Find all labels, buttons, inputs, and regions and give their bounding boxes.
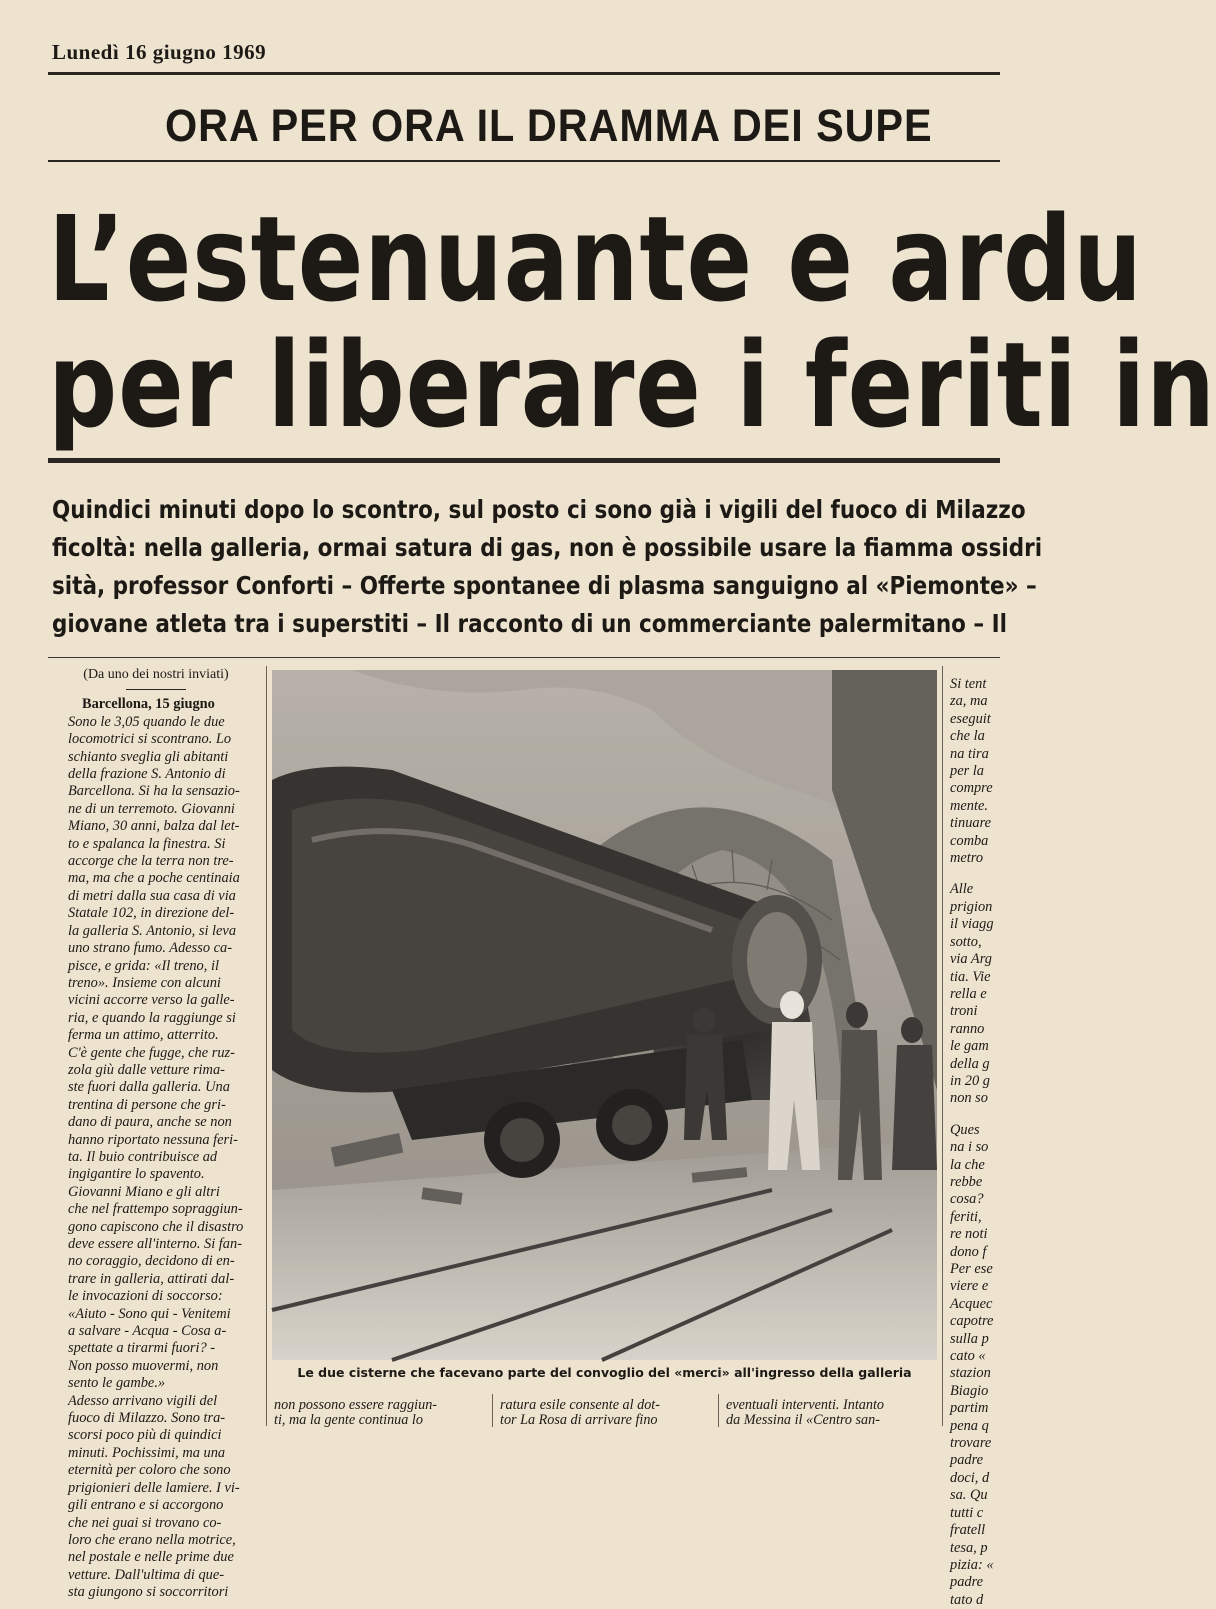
place-date: Barcellona, 15 giugno [82, 696, 215, 713]
right-column-line: Acquec [950, 1295, 993, 1312]
right-column-line: tutti c [950, 1504, 984, 1521]
right-column-line: rella e [950, 985, 987, 1002]
headline-rule [48, 458, 1000, 463]
article-line: sta giungono si soccorritori [68, 1584, 229, 1601]
kicker-rule [48, 160, 1000, 162]
right-column-line: trovare [950, 1435, 992, 1452]
article-line: ria, e quando la raggiunge si [68, 1009, 236, 1026]
column-rule-right [942, 666, 943, 1426]
article-line: zola giù dalle vetture rima- [68, 1061, 225, 1078]
article-line: ma, ma che a poche centinaia [68, 870, 240, 887]
right-column-line: tia. Vie [950, 968, 991, 985]
right-column-line: Biagio [950, 1382, 989, 1399]
byline: (Da uno dei nostri inviati) [83, 667, 229, 682]
right-column-line: prigion [950, 898, 993, 915]
right-column-line: re noti [950, 1226, 988, 1243]
right-column-line: stazion [950, 1365, 991, 1382]
summary-deck [52, 491, 1042, 643]
top-rule [48, 72, 1000, 75]
right-column-line: troni [950, 1003, 978, 1020]
right-column-line: ranno [950, 1020, 985, 1037]
text-line: non possono essere raggiun- [274, 1397, 438, 1413]
right-column-line: partim [950, 1400, 989, 1417]
right-column-line: la che [950, 1156, 985, 1173]
article-line: gono capiscono che il disastro [68, 1218, 244, 1235]
article-line: ingigantire lo spavento. [68, 1166, 205, 1183]
column-rule-left [266, 666, 267, 1426]
article-line: schianto sveglia gli abitanti [68, 748, 229, 765]
article-line: loro che erano nella motrice, [68, 1531, 236, 1548]
article-line: to e spalanca la finestra. Si [68, 835, 226, 852]
train-wreck-photo [272, 670, 937, 1360]
right-column-line: na i so [950, 1139, 989, 1156]
summary-line-3: sità, professor Conforti – Offerte spontanee di plasma sanguigno al «Piemonte» – [52, 571, 1037, 600]
right-column-line: sulla p [950, 1330, 989, 1347]
article-line: minuti. Pochissimi, ma una [68, 1444, 226, 1461]
article-line: deve essere all'interno. Si fan- [68, 1236, 242, 1252]
right-column-line: comba [950, 832, 989, 849]
under-photo-column-2 [500, 1398, 708, 1427]
article-line: di metri dalla sua casa di via [68, 887, 236, 904]
right-column-line [950, 867, 1000, 881]
article-line: le invocazioni di soccorso: [68, 1288, 223, 1305]
right-column-line: tato d [950, 1591, 984, 1608]
article-line: «Aiuto - Sono qui - Venitemi [68, 1305, 231, 1322]
article-line: trentina di persone che gri- [68, 1096, 226, 1113]
right-column-line: eseguit [950, 710, 991, 727]
right-column-line: compre [950, 780, 993, 797]
text-line: ratura esile consente al dot- [500, 1397, 660, 1413]
article-line: C'è gente che fugge, che ruz- [68, 1044, 235, 1061]
article-line: Sono le 3,05 quando le due [68, 713, 225, 730]
right-column-line: padre [950, 1574, 984, 1591]
right-column-line: dono f [950, 1243, 987, 1260]
right-column-line: sotto, [950, 933, 982, 950]
headline-line-1: L’estenuante e ardu [48, 190, 1143, 328]
right-column-line: viere e [950, 1278, 989, 1295]
right-column-line: cato « [950, 1348, 986, 1365]
right-column-line: Si tent [950, 676, 987, 692]
article-line: gili entrano e si accorgono [68, 1497, 224, 1514]
article-line: Non posso muovermi, non [68, 1357, 219, 1374]
article-line: Statale 102, in direzione del- [68, 905, 235, 922]
right-column-line: non so [950, 1090, 988, 1107]
right-column-line: na tira [950, 745, 989, 762]
summary-line-4: giovane atleta tra i superstiti – Il racconto di un commerciante palermitano – Il [52, 609, 1008, 638]
article-line: ne di un terremoto. Giovanni [68, 800, 235, 817]
article-line: fuoco di Milazzo. Sono tra- [68, 1410, 226, 1427]
article-line: Giovanni Miano e gli altri [68, 1183, 220, 1200]
right-column-line: rebbe [950, 1173, 983, 1190]
main-headline [48, 190, 1216, 454]
article-line: ste fuori dalla galleria. Una [68, 1079, 230, 1096]
right-column-line: le gam [950, 1038, 989, 1055]
right-column-line: pena q [950, 1417, 989, 1434]
right-column-line: sa. Qu [950, 1487, 988, 1504]
right-column-line: za, ma [950, 693, 988, 710]
right-column-line: Alle [950, 881, 974, 898]
right-column-line: via Arg [950, 951, 992, 968]
text-line: da Messina il «Centro san- [726, 1411, 880, 1428]
right-column-line: padre [950, 1452, 984, 1469]
article-line: Barcellona. Si ha la sensazio- [68, 783, 240, 800]
right-column-line: metro [950, 850, 984, 867]
dateline: Lunedì 16 giugno 1969 [52, 40, 267, 64]
summary-line-1: Quindici minuti dopo lo scontro, sul posto ci sono già i vigili del fuoco di Milazzo [52, 495, 1026, 524]
paragraph-3 [52, 1393, 260, 1602]
byline-rule [126, 689, 186, 690]
article-line: spettate a tirarmi fuori? - [68, 1340, 216, 1357]
article-line: scorsi poco più di quindici [68, 1427, 222, 1444]
right-column-line: Ques [950, 1121, 980, 1138]
right-column-line: che la [950, 728, 985, 745]
right-column-line: doci, d [950, 1469, 990, 1486]
article-line: sento le gambe.» [68, 1375, 166, 1392]
article-line: nel postale e nelle prime due [68, 1549, 234, 1566]
right-column-line: tesa, p [950, 1539, 988, 1556]
right-column-line: pizia: « [950, 1556, 994, 1573]
under-photo-column-1 [274, 1398, 482, 1427]
article-line: prigionieri delle lamiere. I vi- [68, 1479, 240, 1496]
article-body [52, 714, 260, 1602]
article-line: a salvare - Acqua - Cosa a- [68, 1323, 227, 1340]
article-left-column [52, 666, 260, 1601]
right-column-line: fratell [950, 1522, 986, 1539]
article-line: ta. Il buio contribuisce ad [68, 1148, 218, 1165]
text-line: ti, ma la gente continua lo [274, 1411, 423, 1428]
article-line: Adesso arrivano vigili del [68, 1392, 218, 1409]
article-line: treno». Insieme con alcuni [68, 974, 221, 991]
article-line: che nei guai si trovano co- [68, 1514, 222, 1531]
headline-line-2: per liberare i feriti in [48, 316, 1216, 454]
article-line: la galleria S. Antonio, si leva [68, 922, 237, 939]
article-line: dano di paura, anche se non [68, 1114, 232, 1131]
article-line: no coraggio, decidono di en- [68, 1253, 235, 1270]
article-line: Miano, 30 anni, balza dal let- [68, 818, 240, 835]
summary-rule [48, 657, 1000, 658]
right-column-line: per la [950, 763, 984, 780]
photo-caption: Le due cisterne che facevano parte del convoglio del «merci» all'ingresso della galleria [297, 1365, 912, 1380]
article-line: della frazione S. Antonio di [68, 766, 226, 783]
article-line: pisce, e grida: «Il treno, il [68, 957, 219, 974]
article-line: eternità per coloro che sono [68, 1462, 231, 1479]
right-column-line: in 20 g [950, 1072, 990, 1089]
paragraph-2 [52, 1184, 260, 1393]
article-line: vicini accorre verso la galle- [68, 992, 235, 1009]
text-line: eventuali interventi. Intanto [726, 1397, 884, 1413]
article-right-column [950, 676, 1000, 1608]
article-line: uno strano fumo. Adesso ca- [68, 940, 233, 957]
column-rule [718, 1394, 719, 1427]
right-column-line: della g [950, 1055, 990, 1072]
right-column-line: Per ese [950, 1261, 993, 1277]
column-rule [492, 1394, 493, 1427]
article-line: hanno riportato nessuna feri- [68, 1131, 238, 1148]
text-line: tor La Rosa di arrivare fino [500, 1411, 658, 1428]
right-column-line: tinuare [950, 815, 992, 832]
article-line: che nel frattempo sopraggiun- [68, 1201, 243, 1218]
article-line: trare in galleria, attirati dal- [68, 1270, 235, 1287]
right-column-line: mente. [950, 797, 988, 814]
right-column-line: il viagg [950, 916, 994, 933]
right-column-line: capotre [950, 1313, 994, 1330]
right-column-line: cosa? [950, 1191, 984, 1208]
article-line: vetture. Dall'ultima di que- [68, 1566, 225, 1583]
under-photo-column-3 [726, 1398, 938, 1427]
kicker-headline: ORA PER ORA IL DRAMMA DEI SUPE [165, 100, 933, 151]
article-line: accorge che la terra non tre- [68, 853, 234, 870]
article-line: ferma un attimo, atterrito. [68, 1027, 219, 1044]
right-column-line [950, 1108, 1000, 1122]
paragraph-1 [52, 714, 260, 1184]
summary-line-2: ficoltà: nella galleria, ormai satura di gas, non è possibile usare la fiamma ossidri [52, 533, 1043, 562]
article-line: locomotrici si scontrano. Lo [68, 731, 232, 748]
right-column-line: feriti, [950, 1208, 982, 1225]
